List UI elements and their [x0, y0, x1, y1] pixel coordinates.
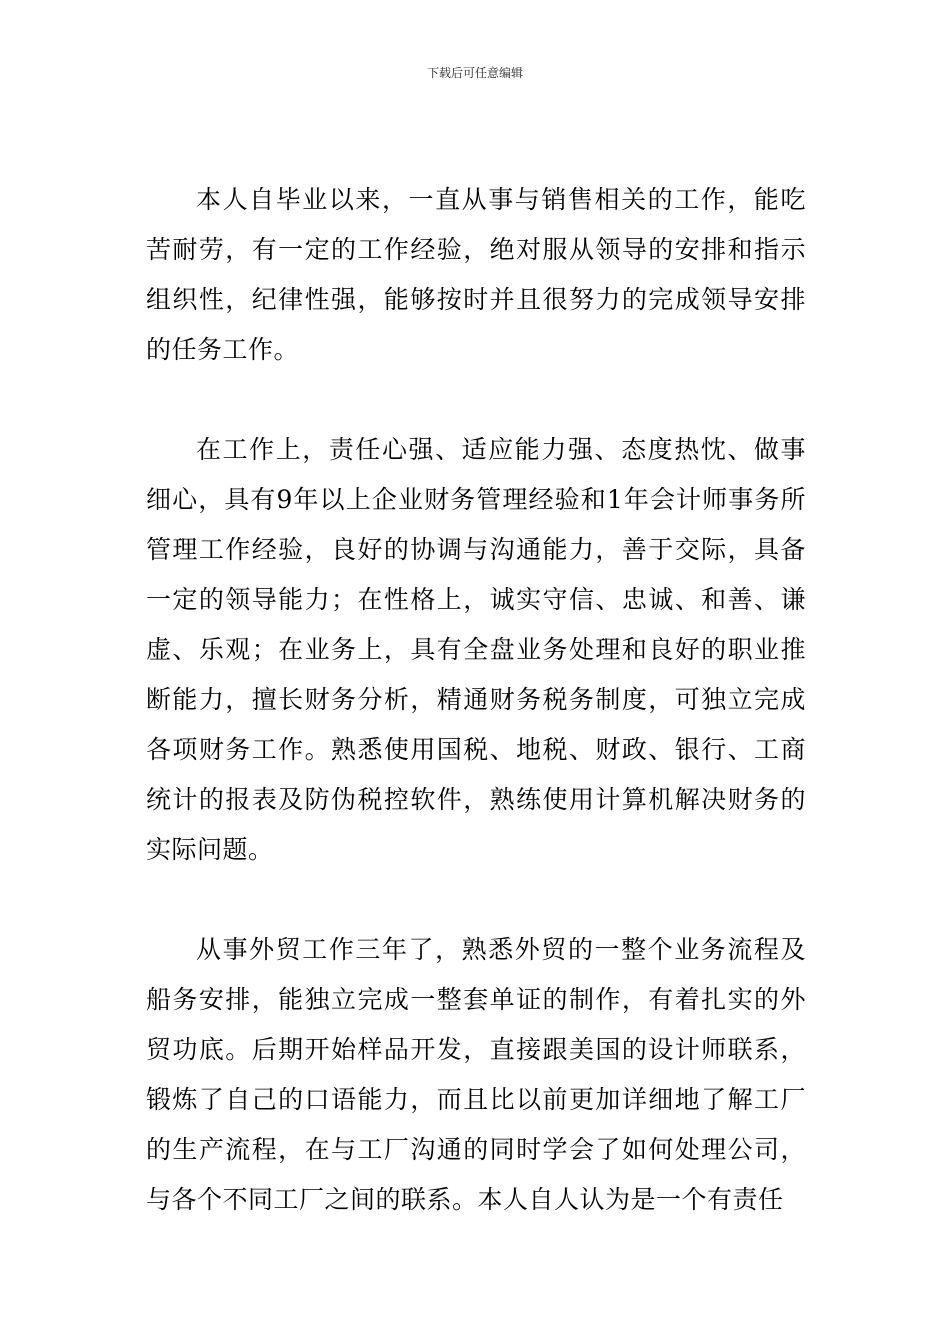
- paragraph-1: 本人自毕业以来，一直从事与销售相关的工作，能吃苦耐劳，有一定的工作经验，绝对服从领导的安排和指示组织性，纪律性强，能够按时并且很努力的完成领导安排的任务工作。: [146, 185, 806, 364]
- paragraph-2: 在工作上，责任心强、适应能力强、态度热忱、做事细心，具有9年以上企业财务管理经验和1年会计师事务所管理工作经验，良好的协调与沟通能力，善于交际，具备一定的领导能力；在性格上，诚实守信、忠诚、和善、谦虚、乐观；在业务上，具有全盘业务处理和良好的职业推断能力，擅长财务分析，精通财务税务制度，可独立完成各项财务工作。熟悉使用国税、地税、财政、银行、工商统计的报表及防伪税控软件，熟练使用计算机解决财务的实际问题。: [146, 435, 806, 864]
- paragraph-3: 从事外贸工作三年了，熟悉外贸的一整个业务流程及船务安排，能独立完成一整套单证的制作，有着扎实的外贸功底。后期开始样品开发，直接跟美国的设计师联系，锻炼了自己的口语能力，而且比以前更加详细地了解工厂的生产流程，在与工厂沟通的同时学会了如何处理公司，与各个不同工厂之间的联系。本人自人认为是一个有责任: [146, 935, 806, 1214]
- document-body: [146, 175, 806, 1225]
- page-header: 下载后可任意编辑: [426, 66, 523, 80]
